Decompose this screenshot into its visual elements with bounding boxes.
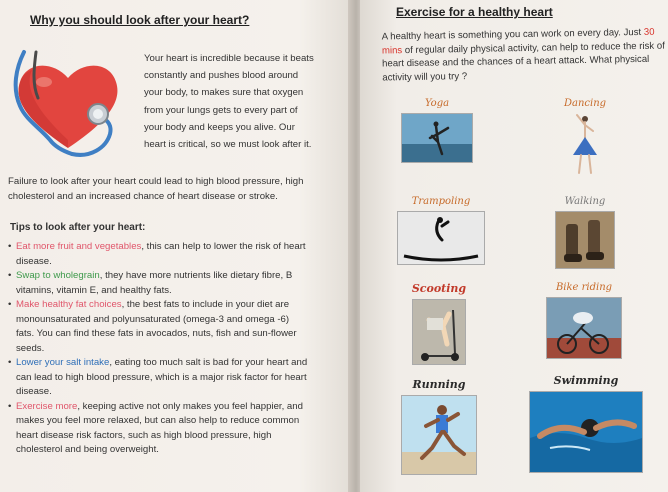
intro-highlight: 30 mins [381, 26, 655, 57]
activity-label: Yoga [424, 98, 450, 109]
activity-running [400, 378, 478, 475]
tip-healthy-fat [8, 298, 308, 356]
activity-label: Bike riding [555, 282, 613, 293]
walking-photo [555, 211, 615, 269]
intro-part-b: of regular daily physical activity, can help to reduce the risk of heart disease and the chances of a heart attack. What physical activity will you try ? [382, 40, 665, 84]
activity-bike-riding [544, 282, 624, 359]
tip-lead: Swap to wholegrain [16, 270, 100, 281]
activity-label: Walking [564, 196, 606, 207]
activity-label: Dancing [563, 98, 607, 109]
tip-rest: , they have more nutrients like dietary fibre, B vitamins, vitamin E, and healthy fats. [16, 270, 293, 296]
failure-text: Failure to look after your heart could lead to high blood pressure, high cholesterol and an increased chance of heart disease or stroke. [8, 176, 304, 202]
left-page-title: Why you should look after your heart? [30, 13, 250, 27]
activity-label: Swimming [553, 374, 619, 387]
tip-lead: Lower your salt intake [16, 357, 110, 368]
tip-wholegrain [8, 269, 308, 298]
right-page [360, 0, 668, 492]
right-page-title: Exercise for a healthy heart [396, 5, 553, 19]
activity-label: Trampoling [411, 196, 471, 207]
heart-stethoscope-icon [6, 48, 130, 158]
activity-yoga [400, 98, 474, 163]
activity-walking [548, 196, 622, 269]
tip-salt [8, 356, 308, 400]
activity-label: Scooting [411, 282, 467, 295]
tip-lead: Make healthy fat choices [16, 299, 122, 310]
tip-lead: Eat more fruit and vegetables [16, 241, 142, 252]
bike-riding-photo [546, 297, 622, 359]
yoga-photo [401, 113, 473, 163]
tips-list [8, 240, 308, 458]
tip-rest: , eating too much salt is bad for your heart and can lead to high blood pressure, which is a major risk factor for heart disease. [16, 357, 308, 397]
scooting-photo [412, 299, 466, 365]
running-photo [401, 395, 477, 475]
tip-rest: , keeping active not only makes you feel happier, and makes you feel more relaxed, but can also help to reduce common heart disease risk factors, such as high blood pressure, high cholesterol and being overweight. [16, 400, 303, 455]
exercise-intro-text [382, 26, 668, 85]
activity-label: Running [412, 378, 466, 391]
tip-rest: , this can help to lower the risk of heart disease. [16, 241, 306, 267]
intro-part-a: A healthy heart is something you can work on every day. Just [381, 26, 644, 43]
swimming-photo [529, 391, 643, 473]
tip-fruit-veg [8, 240, 308, 269]
activity-scooting [404, 282, 474, 365]
tips-heading: Tips to look after your heart: [10, 222, 146, 233]
activity-dancing [550, 98, 620, 177]
trampoline-photo [397, 211, 485, 265]
dancing-photo [565, 111, 605, 177]
activity-trampoling [396, 196, 486, 265]
tip-rest: , the best fats to include in your diet are monounsaturated and polyunsaturated (omega-3 and omega -6) fats. You can find these fats in avocados, nuts, fish and sun-flower seeds. [16, 299, 297, 354]
heart-intro-text: Your heart is incredible because it beats constantly and pushes blood around your body, to makes sure that oxygen from your lungs gets to every part of your body and keeps you alive. Our heart is critical, so we must look after it. [144, 53, 314, 151]
tip-exercise [8, 400, 308, 458]
tip-lead: Exercise more [16, 400, 78, 412]
activity-swimming [528, 374, 644, 473]
